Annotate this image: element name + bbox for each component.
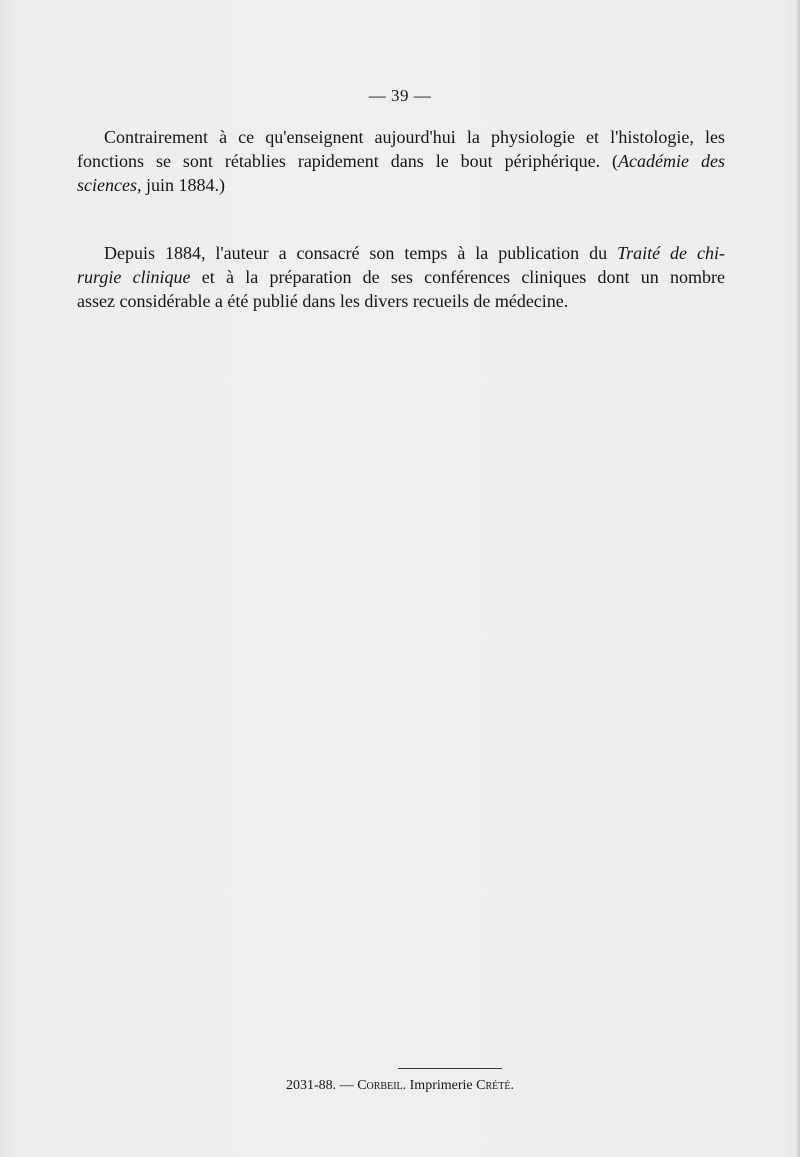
imprint-printer: Imprimerie (406, 1078, 477, 1093)
paragraph-2-line-1-text: Depuis 1884, l'auteur a consacré son temps à la publication du (104, 243, 618, 263)
paragraph-2-line-2-italic: rurgie clinique (77, 267, 191, 287)
imprint-name: Crété. (476, 1078, 514, 1093)
page-edge-shadow (796, 0, 800, 1157)
imprint-code: 2031-88. — (286, 1078, 358, 1093)
paragraph-2-line-2-text: et à la préparation de ses conférences cliniques dont un nombre (190, 267, 725, 287)
paragraph-2-line-1 (77, 241, 725, 265)
paragraph-1-line-2-text: fonctions se sont rétablies rapidement dans le bout périphérique. ( (77, 151, 619, 171)
printer-imprint (0, 1078, 800, 1094)
paragraph-1-line-3-italic: sciences (77, 175, 137, 195)
paragraph-2 (77, 241, 725, 313)
paragraph-1-line-3-text: , juin 1884.) (136, 175, 225, 195)
paragraph-1-line-2 (77, 149, 725, 173)
paragraph-1-line-3 (77, 173, 725, 197)
paragraph-1-line-1: Contrairement à ce qu'enseignent aujourd'hui la physiologie et l'histologie, les (104, 127, 725, 147)
paragraph-2-line-2 (77, 265, 725, 289)
footer-rule (398, 1068, 502, 1069)
paragraph-1-line-2-italic: Académie des (618, 151, 725, 171)
imprint-place: Corbeil. (357, 1078, 407, 1093)
paragraph-1 (77, 125, 725, 197)
paragraph-2-line-1-italic: Traité de chi- (617, 243, 725, 263)
page-number: — 39 — (368, 86, 432, 105)
paragraph-2-line-3: assez considérable a été publié dans les divers recueils de médecine. (77, 291, 569, 311)
